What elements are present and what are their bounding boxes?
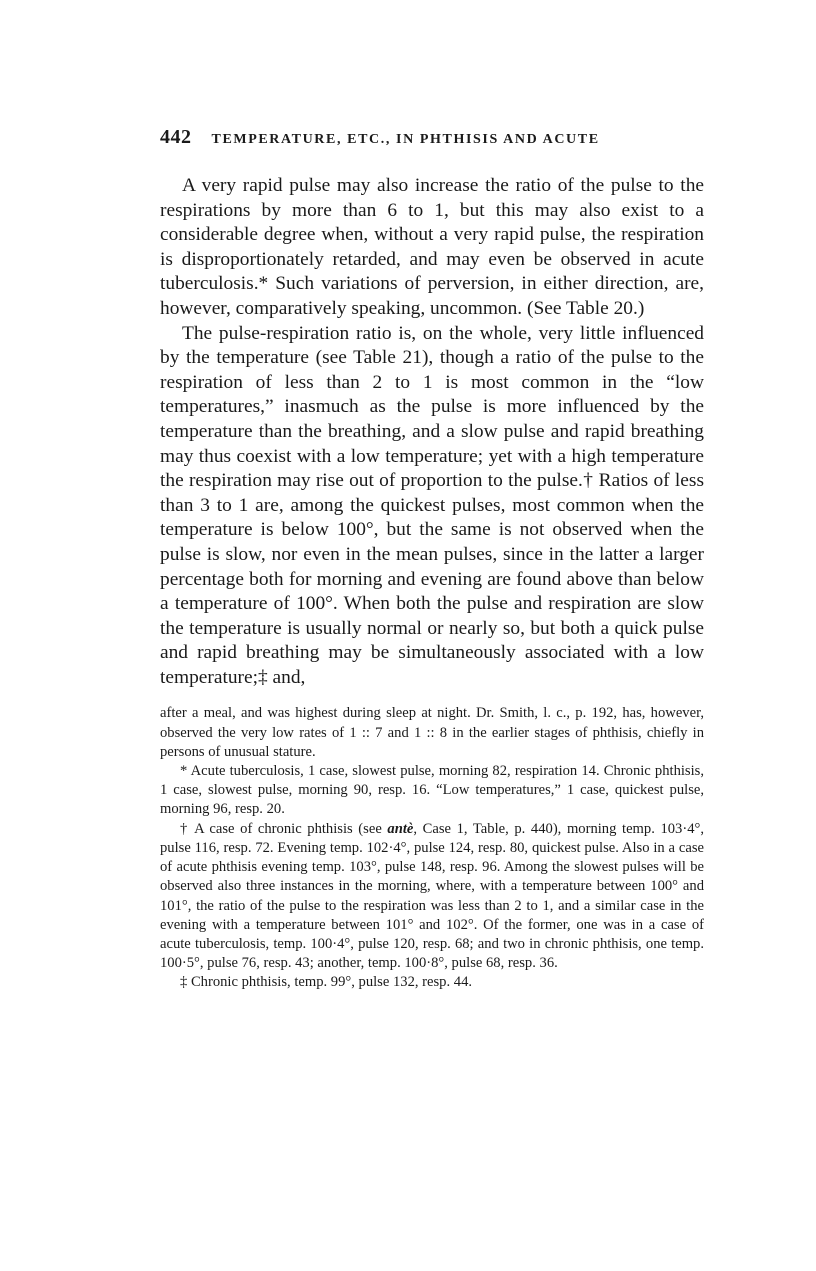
book-page [160,126,704,993]
footnote-dagger-text-end: , Case 1, Table, p. 440), morning temp. 103·4°, pulse 116, resp. 72. Evening temp. 102·4°, pulse 124, resp. 80, quickest pulse. Also in a case of acute phthisis evening temp. 103°, pulse 148, resp. 96. Among the slowest pulses will be observed also three instances in the morning, where, with a temperature between 100° and 101°, the ratio of the pulse to the respiration was less than 2 to 1, and a similar case in the evening with a temperature between 101° and 102°. Of the former, one was in a case of acute tuberculosis, temp. 100·4°, pulse 120, resp. 68; and two in chronic phthisis, one temp. 100·5°, pulse 76, resp. 43; another, temp. 100·8°, pulse 68, resp. 36. [160,820,704,972]
body-paragraph-1: A very rapid pulse may also increase the ratio of the pulse to the respirations by more than 6 to 1, but this may also exist to a considerable degree when, without a very rapid pulse, the respiration is disproportionately retarded, and may even be observed in acute tuberculosis.* Such variations of perversion, in either direction, are, however, comparatively speaking, uncommon. (See Table 20.) [160,175,704,319]
footnote-dagger [160,820,704,974]
footnote-carryover: after a meal, and was highest during sleep at night. Dr. Smith, l. c., p. 192, has, however, observed the very low rates of 1 :: 7 and 1 :: 8 in the earlier stages of phthisis, chiefly in persons of unusual stature. [160,705,704,760]
footnote-dagger-text-start: † A case of chronic phthisis (see [180,820,388,837]
footnotes [160,704,704,992]
body-text [160,174,704,690]
page-header [160,126,704,156]
running-head: TEMPERATURE, ETC., IN PHTHISIS AND ACUTE [211,132,600,147]
footnote-dagger-ante: antè [387,820,414,837]
page-number: 442 [160,126,192,148]
footnote-double-dagger: ‡ Chronic phthisis, temp. 99°, pulse 132, resp. 44. [180,974,473,991]
footnote-star: * Acute tuberculosis, 1 case, slowest pulse, morning 82, respiration 14. Chronic phthisis, 1 case, slowest pulse, morning 90, resp. 16. “Low temperatures,” 1 case, quickest pulse, morning 96, resp. 20. [160,763,704,818]
body-paragraph-2: The pulse-respiration ratio is, on the whole, very little influenced by the temperature (see Table 21), though a ratio of the pulse to the respiration of less than 2 to 1 is most common in the “low temperatures,” inasmuch as the pulse is more influenced by the temperature than the breathing, and a slow pulse and rapid breathing may thus coexist with a low temperature; yet with a high temperature the respiration may rise out of proportion to the pulse.† Ratios of less than 3 to 1 are, among the quickest pulses, most common when the temperature is below 100°, but the same is not observed when the pulse is slow, nor even in the mean pulses, since in the latter a larger percentage both for morning and evening are found above than below a temperature of 100°. When both the pulse and respiration are slow the temperature is usually normal or nearly so, but both a quick pulse and rapid breathing may be simultaneously associated with a low temperature;‡ and, [160,322,704,688]
